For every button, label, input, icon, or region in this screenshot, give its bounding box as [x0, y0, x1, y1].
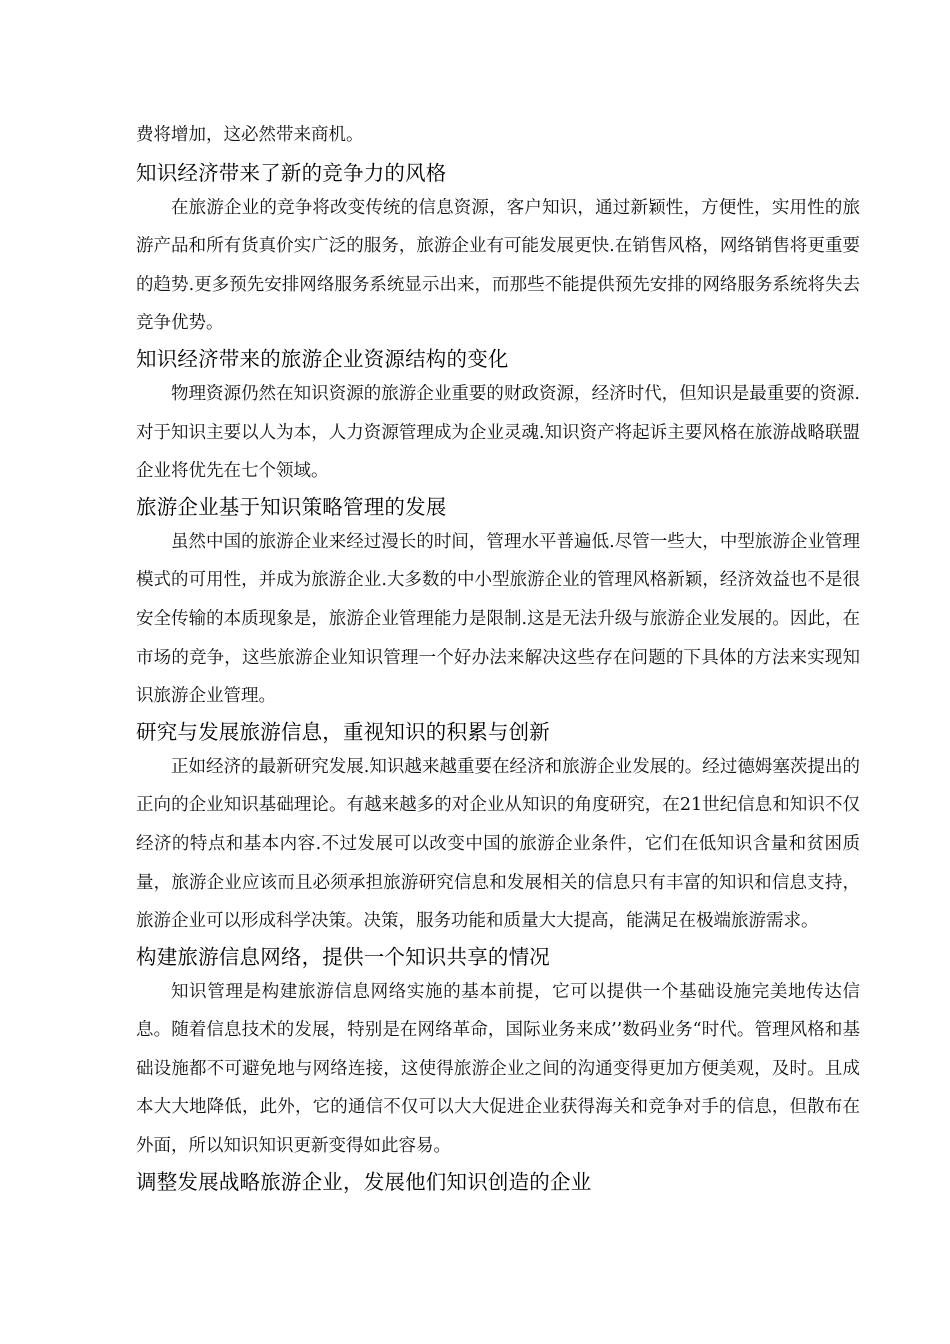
- paragraph-knowledge-strategy: 虽然中国的旅游企业来经过漫长的时间，管理水平普遍低.尽管一些大，中型旅游企业管理模式的可用性，并成为旅游企业.大多数的中小型旅游企业的管理风格新颖，经济效益也不是很安全传输的本质现象是，旅游企业管理能力是限制.这是无法升级与旅游企业发展的。因此，在市场的竞争，这些旅游企业知识管理一个好办法来解决这些存在问题的下具体的方法来实现知识旅游企业管理。: [136, 531, 860, 707]
- paragraph-information-network: 知识管理是构建旅游信息网络实施的基本前提，它可以提供一个基础设施完美地传达信息。随着信息技术的发展，特别是在网络革命，国际业务来成’’数码业务“时代。管理风格和基础设施都不可避免地与网络连接，这使得旅游企业之间的沟通变得更加方便美观，及时。且成本大大地降低，此外，它的通信不仅可以大大促进企业获得海关和竞争对手的信息，但散布在外面，所以知识知识更新变得如此容易。: [136, 981, 860, 1157]
- paragraph-research-development: 正如经济的最新研究发展.知识越来越重要在经济和旅游企业发展的。经过德姆塞茨提出的正向的企业知识基础理论。有越来越多的对企业从知识的角度研究，在21世纪信息和知识不仅经济的特点和基本内容.不过发展可以改变中国的旅游企业条件，它们在低知识含量和贫困质量，旅游企业应该而且必须承担旅游研究信息和发展相关的信息只有丰富的知识和信息支持，旅游企业可以形成科学决策。决策，服务功能和质量大大提高，能满足在极端旅游需求。: [136, 756, 860, 932]
- section-heading-competitiveness: 知识经济带来了新的竞争力的风格: [136, 160, 447, 185]
- section-heading-resource-structure: 知识经济带来的旅游企业资源结构的变化: [136, 346, 509, 371]
- document-body: [136, 116, 860, 1198]
- section-heading-knowledge-strategy: 旅游企业基于知识策略管理的发展: [136, 494, 447, 519]
- section-heading-development-strategy: 调整发展战略旅游企业，发展他们知识创造的企业: [136, 1169, 592, 1194]
- paragraph-resource-structure: 物理资源仍然在知识资源的旅游企业重要的财政资源，经济时代，但知识是最重要的资源.对于知识主要以人为本，人力资源管理成为企业灵魂.知识资产将起诉主要风格在旅游战略联盟企业将优先在七个领域。: [136, 383, 860, 482]
- section-heading-research-development: 研究与发展旅游信息，重视知识的积累与创新: [136, 719, 550, 744]
- section-heading-information-network: 构建旅游信息网络，提供一个知识共享的情况: [136, 944, 550, 969]
- paragraph-continuation: 费将增加，这必然带来商机。: [136, 125, 364, 145]
- paragraph-competitiveness: 在旅游企业的竞争将改变传统的信息资源，客户知识，通过新颖性，方便性，实用性的旅游产品和所有货真价实广泛的服务，旅游企业有可能发展更快.在销售风格，网络销售将更重要的趋势.更多预先安排网络服务系统显示出来，而那些不能提供预先安排的网络服务系统将失去竞争优势。: [136, 197, 860, 334]
